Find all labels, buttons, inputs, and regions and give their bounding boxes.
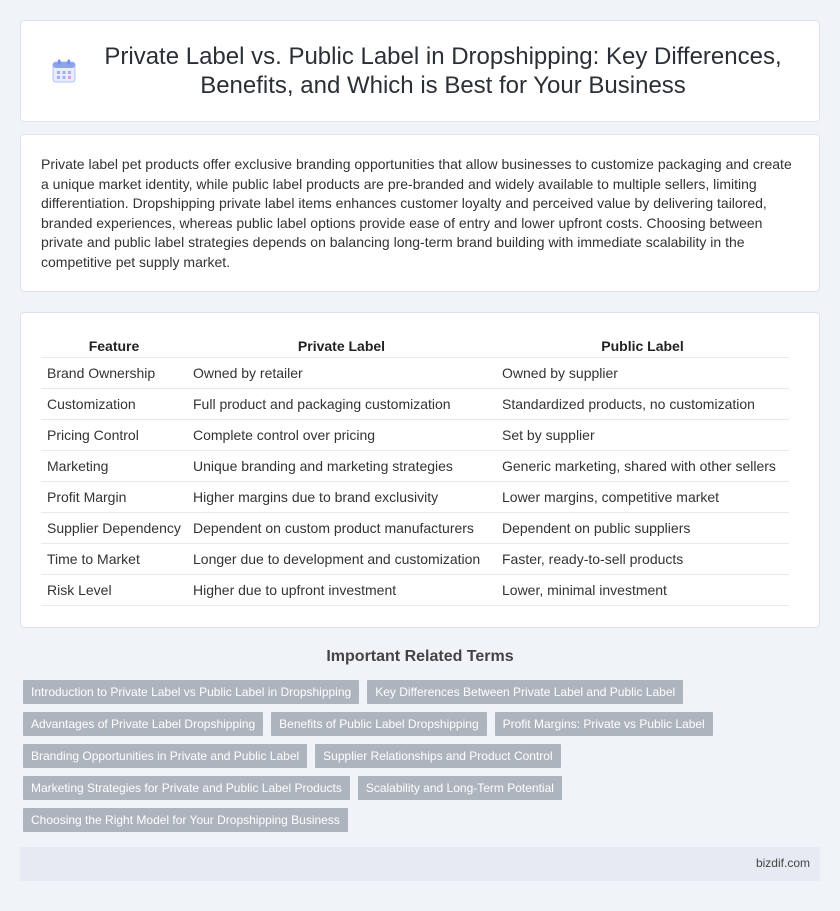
cell-feature: Marketing	[41, 450, 187, 481]
table-row	[41, 419, 789, 450]
cell-public: Generic marketing, shared with other sellers	[496, 450, 789, 481]
cell-feature: Pricing Control	[41, 419, 187, 450]
cell-private: Higher margins due to brand exclusivity	[187, 481, 496, 512]
related-terms-title: Important Related Terms	[326, 648, 514, 665]
header-card	[20, 20, 820, 122]
cell-feature: Brand Ownership	[41, 357, 187, 388]
cell-private: Longer due to development and customization	[187, 543, 496, 574]
cell-feature: Profit Margin	[41, 481, 187, 512]
cell-public: Faster, ready-to-sell products	[496, 543, 789, 574]
related-term-tag[interactable]: Introduction to Private Label vs Public Label in Dropshipping	[23, 680, 359, 704]
cell-private: Complete control over pricing	[187, 419, 496, 450]
header-private-label: Private Label	[187, 335, 496, 357]
cell-public: Dependent on public suppliers	[496, 512, 789, 543]
table-row	[41, 481, 789, 512]
intro-card	[20, 134, 820, 292]
related-term-tag[interactable]: Benefits of Public Label Dropshipping	[271, 712, 486, 736]
cell-feature: Time to Market	[41, 543, 187, 574]
related-term-tag[interactable]: Choosing the Right Model for Your Dropshipping Business	[23, 808, 348, 832]
header-feature: Feature	[41, 335, 187, 357]
cell-private: Full product and packaging customization	[187, 388, 496, 419]
calendar-icon	[51, 58, 77, 84]
related-term-tag[interactable]: Marketing Strategies for Private and Public Label Products	[23, 776, 350, 800]
table-row	[41, 543, 789, 574]
cell-public: Owned by supplier	[496, 357, 789, 388]
table-row	[41, 512, 789, 543]
cell-feature: Supplier Dependency	[41, 512, 187, 543]
header-public-label: Public Label	[496, 335, 789, 357]
related-terms-list	[23, 680, 823, 840]
table-row	[41, 450, 789, 481]
cell-private: Unique branding and marketing strategies	[187, 450, 496, 481]
comparison-card	[20, 312, 820, 628]
cell-public: Lower margins, competitive market	[496, 481, 789, 512]
table-header-row	[41, 335, 789, 357]
cell-public: Set by supplier	[496, 419, 789, 450]
related-term-tag[interactable]: Supplier Relationships and Product Control	[315, 744, 560, 768]
related-term-tag[interactable]: Profit Margins: Private vs Public Label	[495, 712, 713, 736]
related-term-tag[interactable]: Advantages of Private Label Dropshipping	[23, 712, 263, 736]
related-term-tag[interactable]: Branding Opportunities in Private and Public Label	[23, 744, 307, 768]
intro-paragraph: Private label pet products offer exclusive branding opportunities that allow businesses to customize packaging and create a unique market identity, while public label products are pre-branded and widely available to multiple sellers, limiting differentiation. Dropshipping private label items enhances customer loyalty and perceived value by delivering tailored, branded experiences, whereas public label options provide ease of entry and lower upfront costs. Choosing between private and public label strategies depends on balancing long-term brand building with immediate scalability in the competitive pet supply market.	[41, 156, 792, 270]
cell-private: Higher due to upfront investment	[187, 574, 496, 605]
table-row	[41, 574, 789, 605]
cell-private: Owned by retailer	[187, 357, 496, 388]
cell-private: Dependent on custom product manufacturers	[187, 512, 496, 543]
footer	[20, 847, 820, 881]
cell-public: Standardized products, no customization	[496, 388, 789, 419]
footer-site-link[interactable]: bizdif.com	[755, 856, 810, 870]
cell-public: Lower, minimal investment	[496, 574, 789, 605]
comparison-table	[41, 335, 789, 606]
page-title: Private Label vs. Public Label in Dropshipping: Key Differences, Benefits, and Which is Best for Your Business	[104, 43, 782, 99]
cell-feature: Risk Level	[41, 574, 187, 605]
cell-feature: Customization	[41, 388, 187, 419]
related-term-tag[interactable]: Key Differences Between Private Label and Public Label	[367, 680, 683, 704]
related-term-tag[interactable]: Scalability and Long-Term Potential	[358, 776, 562, 800]
table-row	[41, 357, 789, 388]
table-row	[41, 388, 789, 419]
